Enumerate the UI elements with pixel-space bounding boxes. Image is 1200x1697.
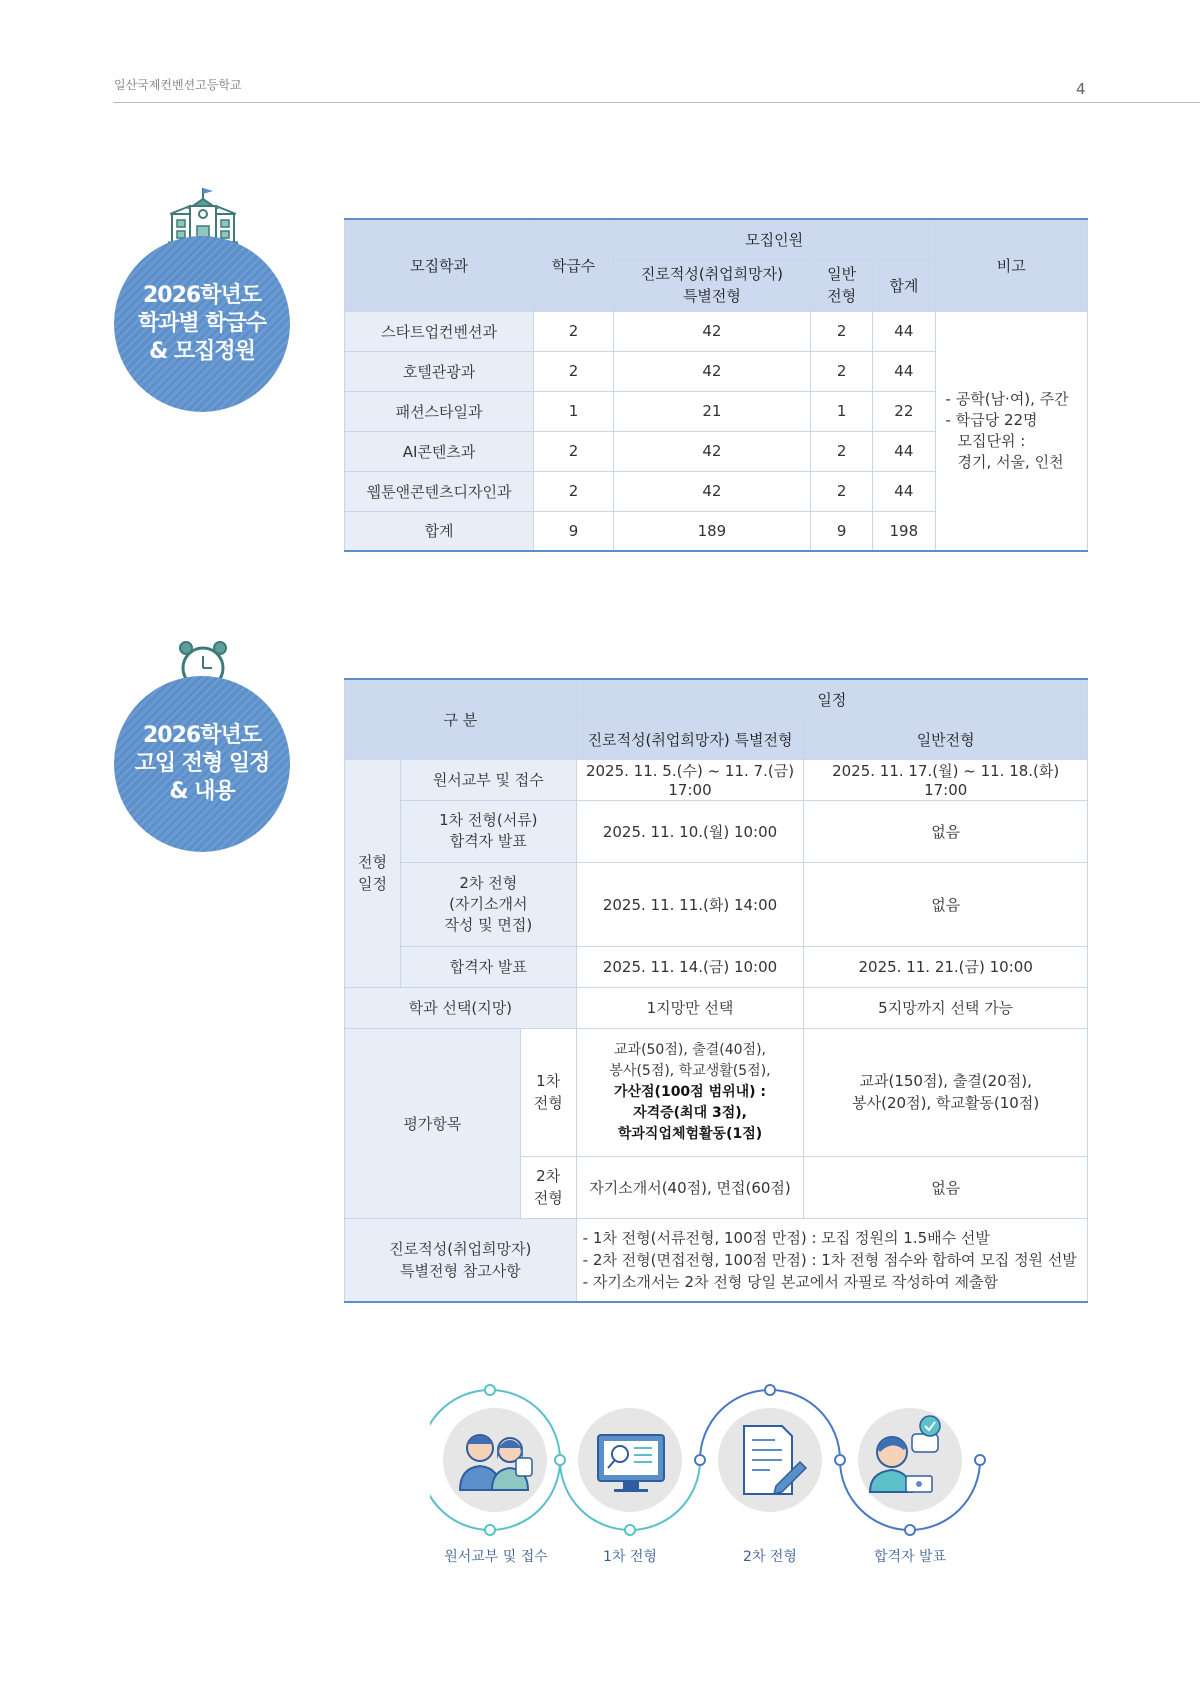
eval-line: 봉사(20점), 학교활동(10점) [852,1094,1040,1112]
eval-stage2-special-cell: 자기소개서(40점), 면접(60점) [576,1156,804,1218]
special-cell: 42 [613,311,810,351]
ring-node [975,1455,985,1465]
ring-node [485,1385,495,1395]
eval-line: 교과(50점), 출결(40점), [614,1041,766,1058]
refs-label-line: 특별전형 참고사항 [399,1261,521,1280]
table-row [345,1028,1088,1156]
ring-node [905,1525,915,1535]
process-diagram [430,1380,1010,1540]
general-cell: 2 [811,311,873,351]
header-category: 구 분 [345,679,577,759]
dept-cell: 호텔관광과 [345,351,534,391]
general-cell: 2 [811,471,873,511]
eval-bonus-line: 가산점(100점 범위내) : [613,1083,767,1100]
total-cell: 44 [873,311,935,351]
header-general-line: 일반 [827,265,857,283]
eval-bonus-line: 학과직업체험활동(1점) [617,1125,763,1142]
sched-item-line: (자기소개서 [449,894,528,913]
refs-content-cell [576,1218,1087,1302]
sched-item-line: 합격자 발표 [449,832,527,850]
header-schedule: 일정 [576,679,1087,719]
step-disc [858,1408,962,1512]
step-label-first-screening: 1차 전형 [603,1549,657,1565]
sched-item-line: 2차 전형 [459,873,518,892]
badge-line: 2026학년도 [142,283,261,308]
general-cell: 2 [811,351,873,391]
classes-cell: 2 [534,311,614,351]
eval-stage1-general-cell [804,1028,1088,1156]
eval-bonus-line: 자격증(최대 3점), [633,1104,747,1121]
header-general-line: 전형 [827,287,857,305]
eval-line: 봉사(5점), 학교생활(5점), [609,1062,771,1079]
total-cell: 22 [873,391,935,431]
note-line: 경기, 서울, 인천 [957,452,1064,471]
eval-line: 교과(150점), 출결(20점), [859,1072,1032,1090]
header-general: 일반전형 [804,719,1088,759]
eval-stage-line: 1차 [536,1072,561,1090]
page-number: 4 [1076,80,1086,98]
note-cell [935,311,1087,551]
sched-item-cell [400,800,576,862]
badge-line: 학과별 학급수 [137,311,267,336]
school-name: 일산국제컨벤션고등학교 [114,78,242,92]
sched-special-cell: 2025. 11. 5.(수) ~ 11. 7.(금) 17:00 [576,759,804,800]
header-recruit: 모집인원 [613,219,935,259]
table-row [345,862,1088,946]
eval-stage-line: 전형 [533,1189,563,1207]
section2-badge [114,676,290,852]
note-line: 모집단위 : [957,431,1026,450]
refs-label-line: 진로적성(취업희망자) [389,1239,532,1258]
dept-cell: 스타트업컨벤션과 [345,311,534,351]
note-line: - 학급당 22명 [945,410,1038,429]
badge-line: & 내용 [169,779,235,804]
dept-cell: 패션스타일과 [345,391,534,431]
header-special: 진로적성(취업희망자) 특별전형 [576,719,804,759]
dept-cell: AI콘텐츠과 [345,431,534,471]
classes-cell: 2 [534,431,614,471]
table-row [345,800,1088,862]
ring-node [765,1385,775,1395]
table-row [345,759,1088,800]
sched-group-line: 일정 [357,875,387,893]
sched-group-line: 전형 [357,853,387,871]
sched-general-cell: 2025. 11. 17.(월) ~ 11. 18.(화) 17:00 [804,759,1088,800]
ring-node [835,1455,845,1465]
sched-item-cell: 원서교부 및 접수 [400,759,576,800]
badge-line: 2026학년도 [143,723,261,748]
general-cell: 9 [811,511,873,551]
header-dept: 모집학과 [345,219,534,311]
sched-item-cell: 합격자 발표 [400,946,576,987]
sched-general-cell: 없음 [804,800,1088,862]
step-label-announcement: 합격자 발표 [873,1549,947,1565]
classes-cell: 9 [534,511,614,551]
recruitment-table [344,218,1088,552]
header-total: 합계 [873,259,935,311]
total-cell: 44 [873,471,935,511]
total-cell: 44 [873,351,935,391]
sched-group-cell [345,759,401,987]
classes-cell: 2 [534,351,614,391]
total-cell: 44 [873,431,935,471]
ring-node [695,1455,705,1465]
special-cell: 42 [613,351,810,391]
sched-item-cell [400,862,576,946]
special-cell: 21 [613,391,810,431]
table-row [345,311,1088,351]
refs-label-cell [345,1218,577,1302]
eval-stage2-general-cell: 없음 [804,1156,1088,1218]
total-cell: 198 [873,511,935,551]
dept-cell: 웹툰앤콘텐츠디자인과 [345,471,534,511]
badge-line: & 모집정원 [149,339,255,364]
header-divider [114,102,1200,103]
step-label-application: 원서교부 및 접수 [444,1549,548,1565]
note-line: - 공학(남·여), 주간 [945,389,1069,408]
eval-stage-line: 전형 [533,1094,563,1112]
sched-special-cell: 2025. 11. 14.(금) 10:00 [576,946,804,987]
dept-cell: 합계 [345,511,534,551]
sched-special-cell: 2025. 11. 11.(화) 14:00 [576,862,804,946]
sched-item-line: 1차 전형(서류) [439,811,538,829]
eval-label-cell: 평가항목 [345,1028,521,1218]
ring-node [625,1525,635,1535]
sched-special-cell: 2025. 11. 10.(월) 10:00 [576,800,804,862]
header-special [613,259,810,311]
sched-general-cell: 없음 [804,862,1088,946]
table-row [345,946,1088,987]
schedule-table [344,678,1088,1303]
ring-node [555,1455,565,1465]
refs-line: - 1차 전형(서류전형, 100점 만점) : 모집 정원의 1.5배수 선발 [582,1228,990,1247]
table-row [345,1218,1088,1302]
header-special-line: 진로적성(취업희망자) [640,265,783,283]
eval-stage1-special-cell [576,1028,804,1156]
eval-stage1-cell [520,1028,576,1156]
choice-special-cell: 1지망만 선택 [576,987,804,1028]
sched-general-cell: 2025. 11. 21.(금) 10:00 [804,946,1088,987]
header-classes: 학급수 [534,219,614,311]
step-label-second-screening: 2차 전형 [743,1549,797,1565]
classes-cell: 1 [534,391,614,431]
header-special-line: 특별전형 [682,287,741,305]
general-cell: 1 [811,391,873,431]
refs-line: - 2차 전형(면접전형, 100점 만점) : 1차 전형 점수와 합하여 모집 정원 선발 [582,1250,1077,1269]
sched-item-line: 작성 및 면접) [444,915,533,934]
section1-badge [114,236,290,412]
classes-cell: 2 [534,471,614,511]
general-cell: 2 [811,431,873,471]
header-note: 비고 [935,219,1087,311]
header-general [811,259,873,311]
refs-line: - 자기소개서는 2차 전형 당일 본교에서 자필로 작성하여 제출함 [582,1272,999,1291]
table-row [345,987,1088,1028]
ring-node [485,1525,495,1535]
choice-label-cell: 학과 선택(지망) [345,987,577,1028]
special-cell: 42 [613,431,810,471]
choice-general-cell: 5지망까지 선택 가능 [804,987,1088,1028]
special-cell: 189 [613,511,810,551]
eval-stage-line: 2차 [536,1167,561,1185]
special-cell: 42 [613,471,810,511]
badge-line: 고입 전형 일정 [134,751,270,776]
eval-stage2-cell [520,1156,576,1218]
